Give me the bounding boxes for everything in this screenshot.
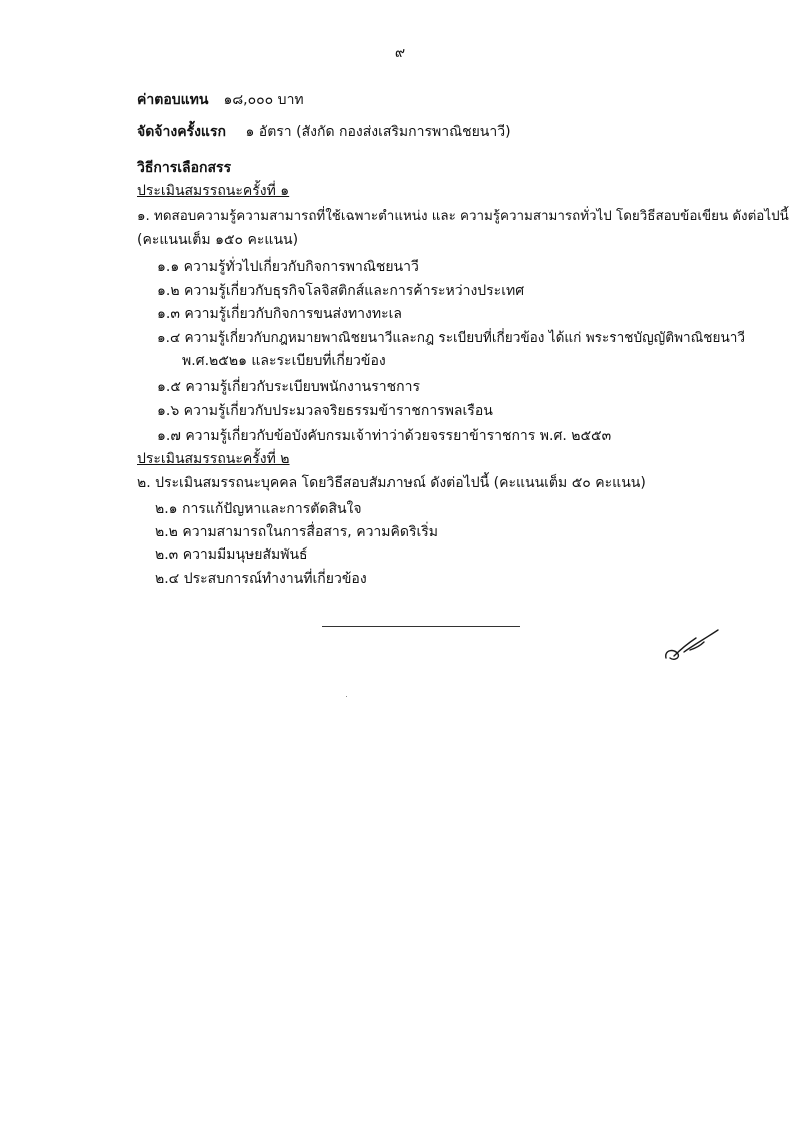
round1-subitem-7: ๑.๗ ความรู้เกี่ยวกับข้อบังคับกรมเจ้าท่าว่าด้วยจรรยาข้าราชการ พ.ศ. ๒๕๕๓ xyxy=(157,428,612,444)
compensation-label: ค่าตอบแทน xyxy=(137,92,209,108)
compensation-row xyxy=(137,91,304,109)
round2-heading: ประเมินสมรรถนะครั้งที่ ๒ xyxy=(137,451,290,467)
round1-heading: ประเมินสมรรถนะครั้งที่ ๑ xyxy=(137,183,290,199)
round1-item-line1: ๑. ทดสอบความรู้ความสามารถที่ใช้เฉพาะตำแหน่ง และ ความรู้ความสามารถทั่วไป โดยวิธีสอบข้อเขียน ดังต่อไปนี้ xyxy=(137,209,789,224)
round1-subitem-2: ๑.๒ ความรู้เกี่ยวกับธุรกิจโลจิสติกส์และการค้าระหว่างประเทศ xyxy=(157,283,525,299)
round2-subitem-3: ๒.๓ ความมีมนุษยสัมพันธ์ xyxy=(155,547,308,563)
page-number: ๙ xyxy=(394,45,406,61)
scan-speck xyxy=(346,696,347,697)
round2-subitem-1: ๒.๑ การแก้ปัญหาและการตัดสินใจ xyxy=(155,501,362,517)
round1-subitem-4-line2: พ.ศ.๒๕๒๑ และระเบียบที่เกี่ยวข้อง xyxy=(182,353,386,369)
first-hire-row xyxy=(137,123,511,141)
first-hire-value: ๑ อัตรา (สังกัด กองส่งเสริมการพาณิชยนาวี) xyxy=(245,124,511,140)
signature-mark xyxy=(660,628,724,664)
compensation-value: ๑๘,๐๐๐ บาท xyxy=(223,92,304,108)
selection-method-heading: วิธีการเลือกสรร xyxy=(137,160,232,176)
round2-subitem-4: ๒.๔ ประสบการณ์ทำงานที่เกี่ยวข้อง xyxy=(155,571,367,587)
round2-subitem-2: ๒.๒ ความสามารถในการสื่อสาร, ความคิดริเริ่ม xyxy=(155,524,439,540)
round1-subitem-4-line1: ๑.๔ ความรู้เกี่ยวกับกฎหมายพาณิชยนาวีและกฎ ระเบียบที่เกี่ยวข้อง ได้แก่ พระราชบัญญัติพาณิชยนาวี xyxy=(157,330,746,346)
round2-item-line1: ๒. ประเมินสมรรถนะบุคคล โดยวิธีสอบสัมภาษณ์ ดังต่อไปนี้ (คะแนนเต็ม ๕๐ คะแนน) xyxy=(137,475,646,491)
round1-subitem-3: ๑.๓ ความรู้เกี่ยวกับกิจการขนส่งทางทะเล xyxy=(157,306,402,322)
round1-subitem-6: ๑.๖ ความรู้เกี่ยวกับประมวลจริยธรรมข้าราชการพลเรือน xyxy=(157,403,493,419)
first-hire-label: จัดจ้างครั้งแรก xyxy=(137,124,226,140)
round1-item-line2: (คะแนนเต็ม ๑๕๐ คะแนน) xyxy=(137,232,299,248)
round1-subitem-1: ๑.๑ ความรู้ทั่วไปเกี่ยวกับกิจการพาณิชยนาวี xyxy=(157,259,419,275)
round1-subitem-5: ๑.๕ ความรู้เกี่ยวกับระเบียบพนักงานราชการ xyxy=(157,379,420,395)
closing-divider xyxy=(322,626,520,627)
